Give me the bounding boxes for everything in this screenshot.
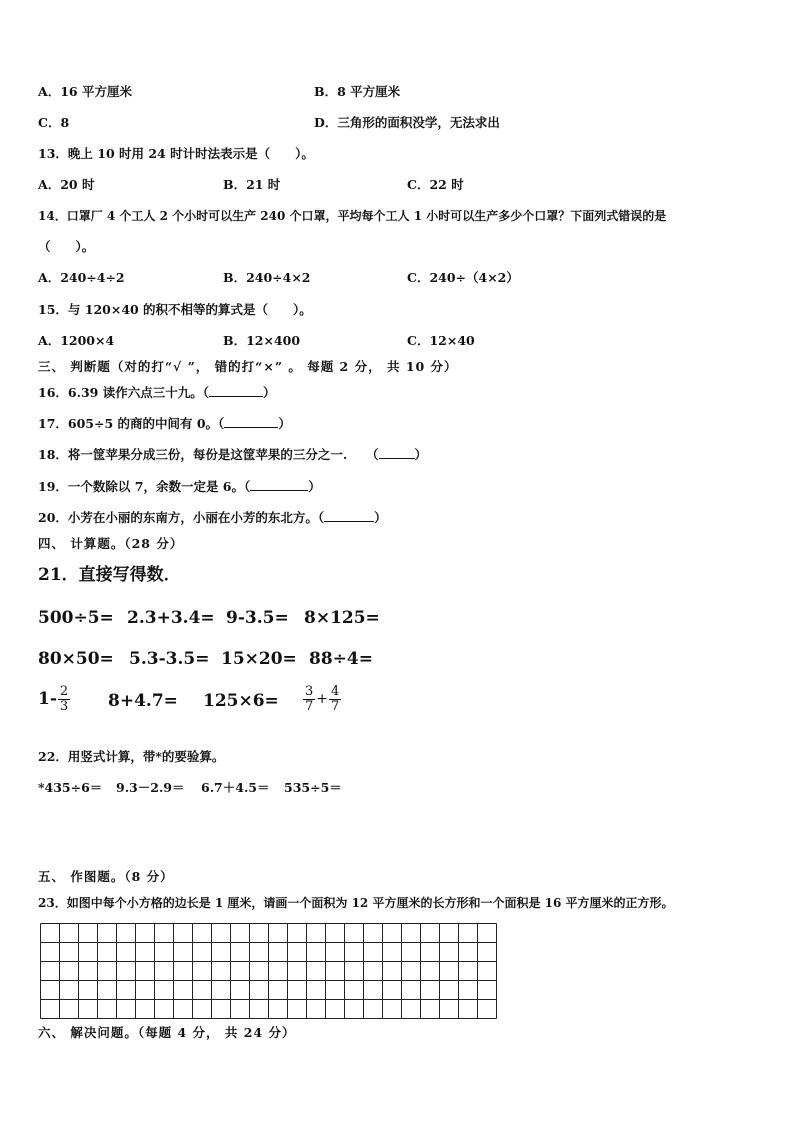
- item-text: 16．6.39 读作六点三十九。（: [38, 385, 209, 400]
- q22-title: 22．用竖式计算，带*的要验算。: [38, 749, 225, 764]
- q13-option-b: B．21 时: [223, 177, 281, 192]
- q14-option-b: B．240÷4×2: [223, 270, 311, 285]
- denominator: 3: [59, 699, 69, 714]
- calc-item: 9.3－2.9＝: [116, 780, 185, 795]
- calc-item: 125×6=: [203, 691, 279, 711]
- calc-item: 80×50=: [38, 649, 114, 669]
- calc-item: 9-3.5=: [226, 608, 289, 628]
- section6-heading: 六、 解决问题。（每题 4 分， 共 24 分）: [38, 1025, 296, 1040]
- q14-stem-line1: 14．口罩厂 4 个工人 2 个小时可以生产 240 个口罩，平均每个工人 1 小时可以生产多少个口罩？下面列式错误的是: [38, 209, 667, 223]
- answer-blank[interactable]: [379, 447, 415, 459]
- item-end: ）: [308, 479, 321, 494]
- q14-option-a: A．240÷4÷2: [38, 270, 125, 285]
- item-end: ）: [414, 447, 428, 462]
- q15-option-b: B．12×400: [223, 333, 301, 348]
- calc-item: 6.7＋4.5＝: [201, 780, 270, 795]
- calc-item: 535÷5＝: [284, 780, 342, 795]
- calc-item-fraction-sum: [302, 680, 342, 718]
- true-false-item: [38, 510, 387, 526]
- plus-sign: +: [316, 691, 329, 707]
- calc-item: 500÷5=: [38, 608, 114, 628]
- q13-stem: 13．晚上 10 时用 24 时计时法表示是（ ）。: [38, 146, 314, 161]
- calc-item: 88÷4=: [309, 649, 373, 669]
- calc-item: 2.3+3.4=: [127, 608, 215, 628]
- fraction: [58, 685, 70, 714]
- item-end: ）: [278, 416, 291, 431]
- q14-stem-line2: （ ）。: [38, 239, 95, 254]
- q12-option-b: B．8 平方厘米: [314, 84, 401, 99]
- calc-item: 8×125=: [304, 608, 380, 628]
- section3-heading: 三、 判断题（对的打“√ ”， 错的打“×” 。 每题 2 分， 共 10 分）: [38, 359, 458, 374]
- item-end: ）: [262, 385, 276, 400]
- q12-option-c: C．8: [38, 115, 70, 130]
- q12-option-d: D．三角形的面积没学，无法求出: [314, 115, 500, 130]
- calc-item: 5.3-3.5=: [129, 649, 210, 669]
- item-text: 20．小芳在小丽的东南方，小丽在小芳的东北方。（: [38, 510, 325, 525]
- q12-option-a: A．16 平方厘米: [38, 84, 132, 99]
- calc-prefix: 1-: [38, 689, 57, 709]
- denominator: 7: [305, 698, 314, 714]
- calc-item: 8+4.7=: [108, 691, 178, 711]
- calc-item-fraction: [38, 680, 71, 718]
- answer-blank[interactable]: [209, 385, 263, 397]
- item-text: 17．605÷5 的商的中间有 0。（: [38, 416, 225, 431]
- answer-blank[interactable]: [224, 416, 278, 428]
- q15-option-c: C．12×40: [407, 333, 475, 348]
- section5-heading: 五、 作图题。（8 分）: [38, 869, 174, 884]
- calc-item: *435÷6＝: [38, 780, 103, 795]
- q14-option-c: C．240÷（4×2）: [407, 270, 519, 285]
- numerator: 3: [305, 683, 314, 699]
- q23-stem: 23．如图中每个小方格的边长是 1 厘米，请画一个面积为 12 平方厘米的长方形和一个面积是 16 平方厘米的正方形。: [38, 896, 674, 910]
- item-text: 18．将一筐苹果分成三份，每份是这筐苹果的三分之一. （: [38, 447, 379, 462]
- item-end: ）: [374, 510, 387, 525]
- q15-stem: 15．与 120×40 的积不相等的算式是（ ）。: [38, 302, 312, 317]
- fraction: [303, 685, 315, 714]
- true-false-item: [38, 447, 427, 463]
- drawing-grid[interactable]: [40, 923, 498, 1020]
- fraction: [329, 685, 341, 714]
- q13-option-a: A．20 时: [38, 177, 95, 192]
- denominator: 7: [331, 698, 340, 714]
- true-false-item: [38, 479, 321, 495]
- item-text: 19．一个数除以 7，余数一定是 6。（: [38, 479, 251, 494]
- q21-title: 21．直接写得数．: [38, 565, 181, 585]
- q13-option-c: C．22 时: [407, 177, 464, 192]
- q15-option-a: A．1200×4: [38, 333, 115, 348]
- answer-blank[interactable]: [324, 510, 374, 522]
- calc-item: 15×20=: [221, 649, 297, 669]
- true-false-item: [38, 416, 291, 432]
- numerator: 4: [331, 683, 340, 699]
- true-false-item: [38, 385, 275, 401]
- section4-heading: 四、 计算题。（28 分）: [38, 536, 184, 551]
- answer-blank[interactable]: [250, 479, 308, 491]
- numerator: 2: [59, 684, 69, 699]
